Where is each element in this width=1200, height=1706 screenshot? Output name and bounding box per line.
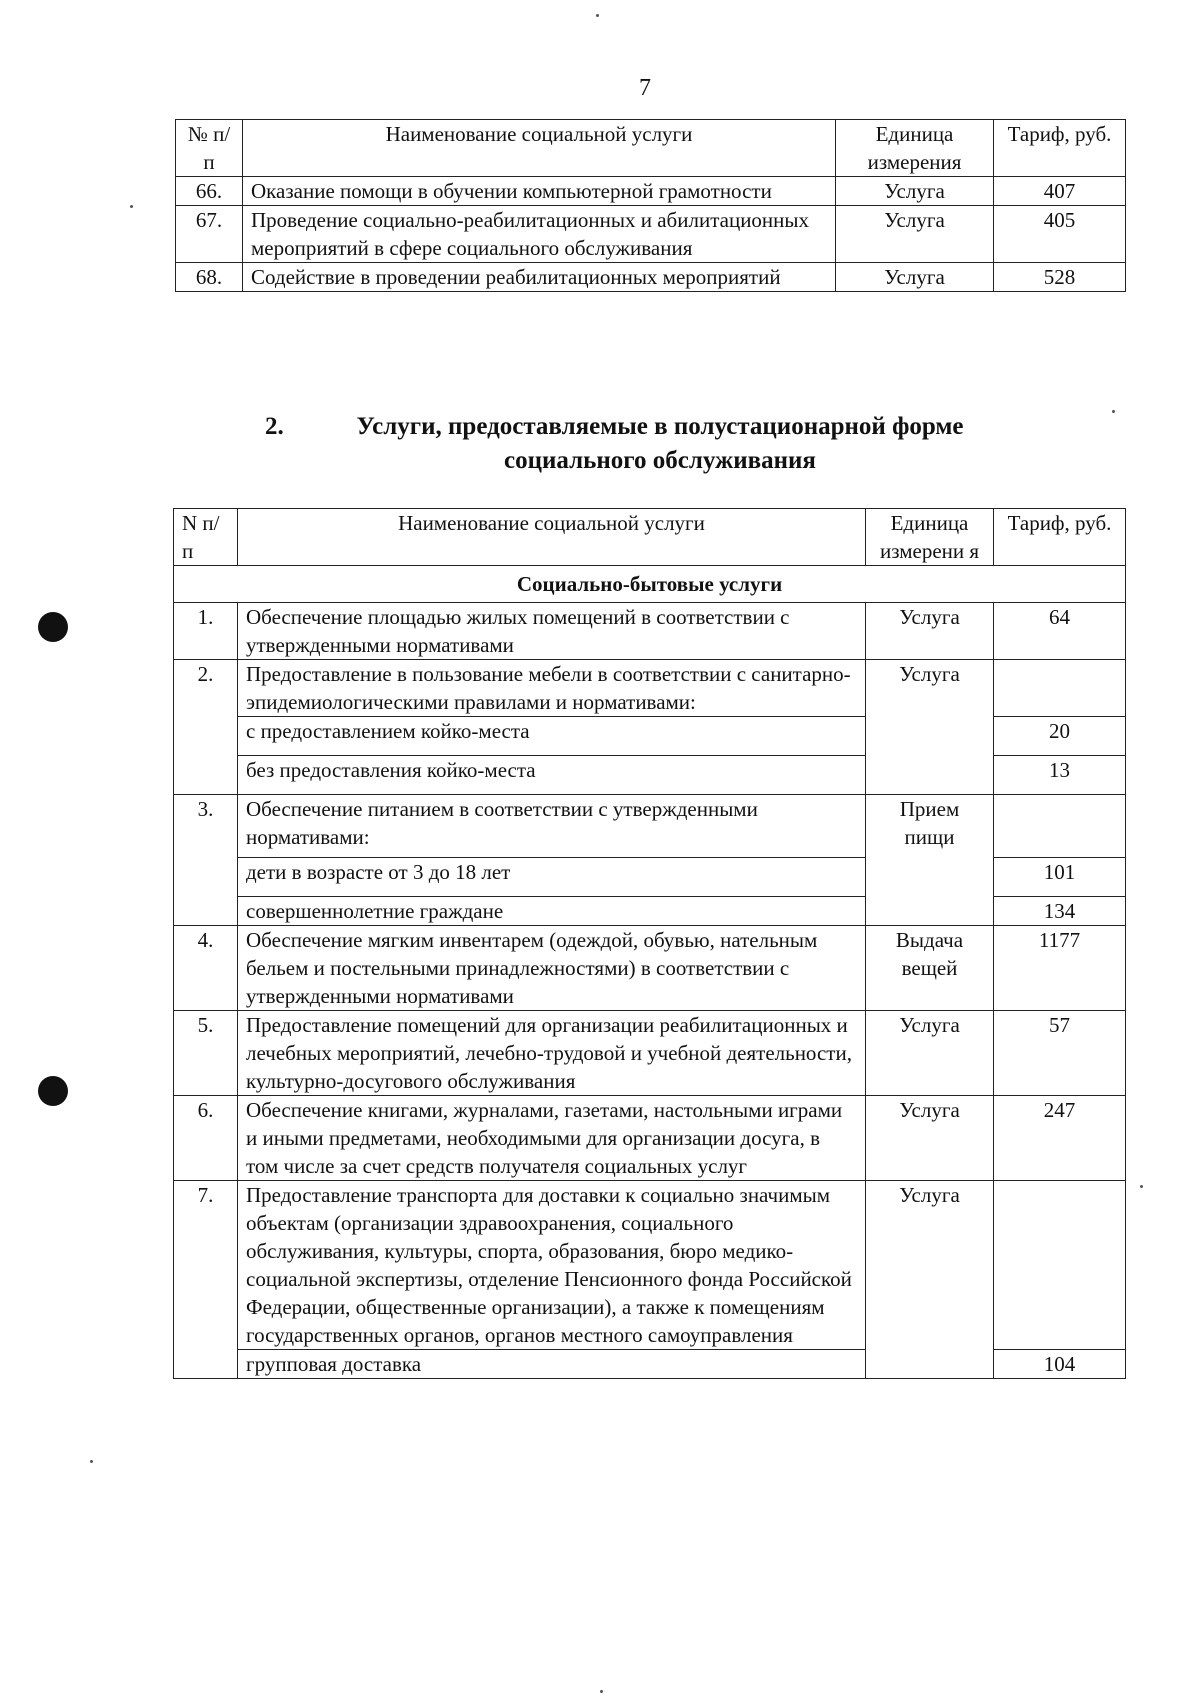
sub-row-tariff: 104 [994, 1350, 1126, 1379]
row-unit: Услуга [866, 1181, 994, 1379]
section-heading [180, 410, 1120, 478]
row-tariff: 1177 [994, 926, 1126, 1011]
sub-row-tariff: 134 [994, 897, 1126, 926]
row-tariff [994, 1181, 1126, 1350]
row-name: Предоставление в пользование мебели в соответствии с санитарно-эпидемиологическими правилами и нормативами: [238, 660, 866, 717]
row-unit: Услуга [866, 1011, 994, 1096]
row-name: Предоставление транспорта для доставки к социально значимым объектам (организации здравоохранения, социального обслуживания, культуры, спорта, образования, бюро медико-социальной экспертизы, отделение Пенсионного фонда Российской Федерации, общественные организации), а также к помещениям государственных органов, органов местного самоуправления [238, 1181, 866, 1350]
row-name: Содействие в проведении реабилитационных мероприятий [243, 263, 836, 292]
row-num: 1. [174, 603, 238, 660]
row-tariff: 64 [994, 603, 1126, 660]
sub-row-tariff: 13 [994, 756, 1126, 795]
sub-row-name: групповая доставка [238, 1350, 866, 1379]
table-header-row [176, 120, 1126, 177]
row-name: Оказание помощи в обучении компьютерной грамотности [243, 177, 836, 206]
row-num: 66. [176, 177, 243, 206]
header-num: N п/п [174, 509, 238, 566]
table-row [174, 660, 1126, 717]
row-num: 3. [174, 795, 238, 926]
sub-row-name: совершеннолетние граждане [238, 897, 866, 926]
scan-speck [600, 1690, 603, 1693]
category-row [174, 566, 1126, 603]
row-num: 67. [176, 206, 243, 263]
table-row [174, 603, 1126, 660]
row-num: 6. [174, 1096, 238, 1181]
row-tariff: 407 [994, 177, 1126, 206]
table-row [174, 1181, 1126, 1350]
row-unit: Услуга [836, 263, 994, 292]
table-row [176, 263, 1126, 292]
scan-speck [90, 1460, 93, 1463]
row-name: Обеспечение книгами, журналами, газетами, настольными играми и иными предметами, необходимыми для организации досуга, в том числе за счет средств получателя социальных услуг [238, 1096, 866, 1181]
row-name: Обеспечение мягким инвентарем (одеждой, обувью, нательным бельем и постельными принадлежностями) в соответствии с утвержденными нормативами [238, 926, 866, 1011]
punch-hole-mark [38, 612, 68, 642]
section-number: 2. [265, 413, 284, 440]
row-unit: Услуга [866, 1096, 994, 1181]
semi-stationary-services-table [173, 508, 1126, 1379]
table-header-row [174, 509, 1126, 566]
row-unit: Услуга [836, 177, 994, 206]
row-num: 68. [176, 263, 243, 292]
row-name: Предоставление помещений для организации реабилитационных и лечебных мероприятий, лечебно-трудовой и учебной деятельности, культурно-досугового обслуживания [238, 1011, 866, 1096]
row-num: 4. [174, 926, 238, 1011]
header-name: Наименование социальной услуги [243, 120, 836, 177]
table-row [176, 177, 1126, 206]
sub-row-name: без предоставления койко-места [238, 756, 866, 795]
scan-speck [1140, 1185, 1143, 1188]
scan-speck [1112, 410, 1115, 413]
table-row [174, 926, 1126, 1011]
row-num: 7. [174, 1181, 238, 1379]
header-unit: Единица измерения [836, 120, 994, 177]
header-tariff: Тариф, руб. [994, 120, 1126, 177]
table-row [174, 1011, 1126, 1096]
row-unit: Выдача вещей [866, 926, 994, 1011]
scan-speck [130, 205, 133, 208]
row-num: 5. [174, 1011, 238, 1096]
table-row [176, 206, 1126, 263]
row-unit: Услуга [836, 206, 994, 263]
sub-row-tariff: 20 [994, 717, 1126, 756]
category-title: Социально-бытовые услуги [174, 566, 1126, 603]
scan-speck [596, 14, 599, 17]
row-tariff [994, 795, 1126, 858]
services-table-continued [175, 119, 1126, 292]
header-unit: Единица измерени я [866, 509, 994, 566]
row-name: Обеспечение питанием в соответствии с утвержденными нормативами: [238, 795, 866, 858]
sub-row-name: дети в возрасте от 3 до 18 лет [238, 858, 866, 897]
row-num: 2. [174, 660, 238, 795]
sub-row-tariff: 101 [994, 858, 1126, 897]
header-name: Наименование социальной услуги [238, 509, 866, 566]
table-row [174, 1096, 1126, 1181]
row-name: Проведение социально-реабилитационных и абилитационных мероприятий в сфере социального обслуживания [243, 206, 836, 263]
row-unit: Прием пищи [866, 795, 994, 926]
row-tariff: 405 [994, 206, 1126, 263]
row-unit: Услуга [866, 603, 994, 660]
row-name: Обеспечение площадью жилых помещений в соответствии с утвержденными нормативами [238, 603, 866, 660]
row-tariff: 247 [994, 1096, 1126, 1181]
sub-row-name: с предоставлением койко-места [238, 717, 866, 756]
header-num: № п/п [176, 120, 243, 177]
row-unit: Услуга [866, 660, 994, 795]
row-tariff: 528 [994, 263, 1126, 292]
page-number: 7 [639, 75, 651, 101]
header-tariff: Тариф, руб. [994, 509, 1126, 566]
row-tariff: 57 [994, 1011, 1126, 1096]
row-tariff [994, 660, 1126, 717]
table-row [174, 795, 1126, 858]
punch-hole-mark [38, 1076, 68, 1106]
section-title: Услуги, предоставляемые в полустационарной форме социального обслуживания [356, 413, 964, 474]
